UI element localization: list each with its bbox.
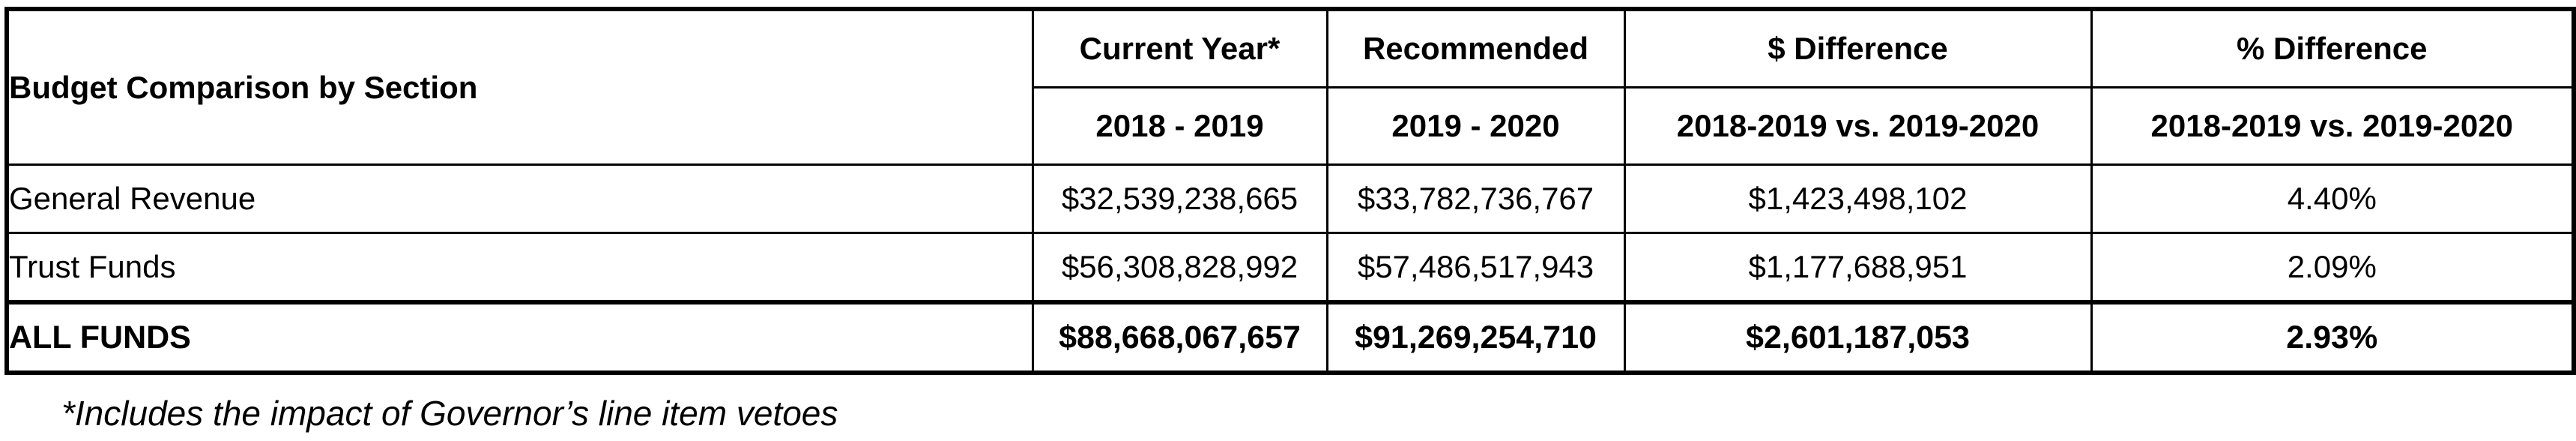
- column-subheader-current-year: 2018 - 2019: [1032, 88, 1327, 165]
- total-label: ALL FUNDS: [7, 302, 1032, 373]
- row-label: General Revenue: [7, 165, 1032, 233]
- total-current-year-value: $88,668,067,657: [1032, 302, 1327, 373]
- recommended-value: $33,782,736,767: [1327, 165, 1624, 233]
- recommended-value: $57,486,517,943: [1327, 233, 1624, 303]
- current-year-value: $32,539,238,665: [1032, 165, 1327, 233]
- budget-comparison-table: [4, 7, 2576, 375]
- column-subheader-recommended: 2019 - 2020: [1327, 88, 1624, 165]
- table-title: Budget Comparison by Section: [7, 9, 1032, 165]
- total-dollar-difference-value: $2,601,187,053: [1624, 302, 2091, 373]
- column-header-percent-difference: % Difference: [2091, 9, 2574, 88]
- total-recommended-value: $91,269,254,710: [1327, 302, 1624, 373]
- column-header-recommended: Recommended: [1327, 9, 1624, 88]
- column-header-dollar-difference: $ Difference: [1624, 9, 2091, 88]
- footnote: *Includes the impact of Governor’s line item vetoes: [61, 394, 838, 433]
- current-year-value: $56,308,828,992: [1032, 233, 1327, 303]
- table-row: [7, 233, 2574, 303]
- row-label: Trust Funds: [7, 233, 1032, 303]
- column-subheader-percent-difference: 2018-2019 vs. 2019-2020: [2091, 88, 2574, 165]
- percent-difference-value: 4.40%: [2091, 165, 2574, 233]
- total-row: [7, 302, 2574, 373]
- total-percent-difference-value: 2.93%: [2091, 302, 2574, 373]
- column-header-current-year: Current Year*: [1032, 9, 1327, 88]
- column-subheader-dollar-difference: 2018-2019 vs. 2019-2020: [1624, 88, 2091, 165]
- dollar-difference-value: $1,177,688,951: [1624, 233, 2091, 303]
- dollar-difference-value: $1,423,498,102: [1624, 165, 2091, 233]
- header-row: [7, 9, 2574, 88]
- percent-difference-value: 2.09%: [2091, 233, 2574, 303]
- table-row: [7, 165, 2574, 233]
